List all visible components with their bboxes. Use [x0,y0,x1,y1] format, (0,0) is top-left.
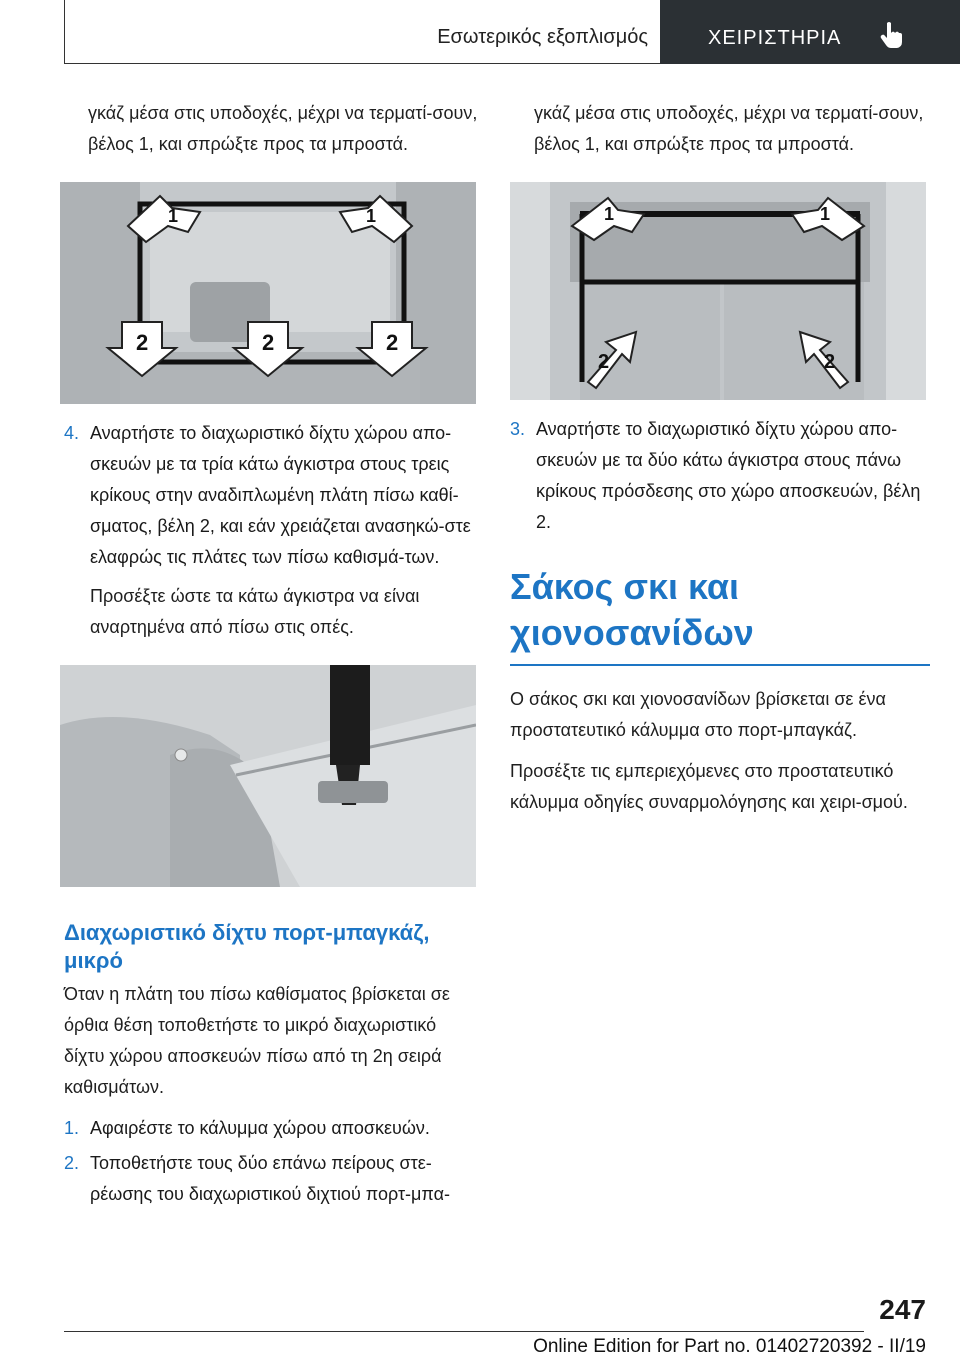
right-intro: γκάζ μέσα στις υποδοχές, μέχρι να τερματί-σουν, βέλος 1, και σπρώξτε προς τα μπροστά. [534,103,924,154]
arrow-label: 1 [604,204,615,224]
step-4 [64,418,480,573]
step-number: 1. [64,1118,80,1138]
figure-hook-detail [60,665,476,887]
figure-net-installation-small [510,182,926,400]
step-4-note: Προσέξτε ώστε τα κάτω άγκιστρα να είναι αναρτημένα από πίσω στις οπές. [90,586,420,637]
arrow-label: 2 [824,351,836,373]
step-text: Αναρτήστε το διαχωριστικό δίχτυ χώρου απο-σκευών με τα τρία κάτω άγκιστρα στους τρεις κρίκους στην αναδιπλωμένη πλάτη πίσω καθί-σματος, βέλη 2, και εάν χρειάζεται ανασηκώ-στε ελαφρώς τις πλάτες των πίσω καθισμά-των. [90,423,471,567]
ski-bag-para-1: Ο σάκος σκι και χιονοσανίδων βρίσκεται σε ένα προστατευτικό κάλυμμα στο πορτ-μπαγκάζ. [510,689,886,740]
figure-net-installation-large-art [60,182,476,404]
arrow-label: 1 [820,204,831,224]
step-2 [64,1148,480,1210]
footer-divider [64,1331,864,1332]
arrow-label: 2 [598,351,610,373]
arrow-label: 1 [168,206,179,226]
step-text: Τοποθετήστε τους δύο επάνω πείρους στε-ρέωσης του διαχωριστικού διχτιού πορτ-μπα- [90,1153,450,1204]
page-number: 247 [879,1294,926,1325]
section-heading-ski-bag: Σάκος σκι και χιονοσανίδων [510,564,930,666]
step-3 [510,414,930,538]
step-number: 2. [64,1153,80,1173]
figure-net-installation-large [60,182,476,404]
arrow-label: 2 [136,330,149,355]
arrow-label: 2 [262,330,275,355]
chapter-tab [660,0,960,64]
step-number: 4. [64,423,80,443]
ski-bag-para-2: Προσέξτε τις εμπεριεχόμενες στο προστατευτικό κάλυμμα οδηγίες συναρμολόγησης και χειρι-σμού. [510,761,908,812]
figure-net-installation-small-art [510,182,926,400]
arrow-label: 2 [386,330,399,355]
step-number: 3. [510,419,526,439]
chapter-tab-label: ΧΕΙΡΙΣΤΗΡΙΑ [708,27,842,49]
left-column [64,98,480,1210]
section-heading-small-net: Διαχωριστικό δίχτυ πορτ-μπαγκάζ, μικρό [64,920,430,973]
right-column [510,98,930,818]
step-1 [64,1113,480,1144]
page-header [64,0,960,64]
arrow-label: 1 [366,206,377,226]
section-text-small-net: Όταν η πλάτη του πίσω καθίσματος βρίσκεται σε όρθια θέση τοποθετήστε το μικρό διαχωριστικό δίχτυ χώρου αποσκευών πίσω από τη 2η σειρά καθισμάτων. [64,984,450,1097]
edition-info: Online Edition for Part no. 01402720392 - II/19 [533,1336,926,1357]
left-intro: γκάζ μέσα στις υποδοχές, μέχρι να τερματί-σουν, βέλος 1, και σπρώξτε προς τα μπροστά. [88,103,478,154]
step-text: Αναρτήστε το διαχωριστικό δίχτυ χώρου απο-σκευών με τα δύο κάτω άγκιστρα στους πάνω κρίκους πρόσδεσης στο χώρο αποσκευών, βέλη 2. [536,419,921,532]
section-title: Εσωτερικός εξοπλισμός [437,26,648,48]
pointing-hand-icon [878,20,908,50]
step-text: Αφαιρέστε το κάλυμμα χώρου αποσκευών. [90,1118,430,1138]
figure-hook-detail-art [60,665,476,887]
